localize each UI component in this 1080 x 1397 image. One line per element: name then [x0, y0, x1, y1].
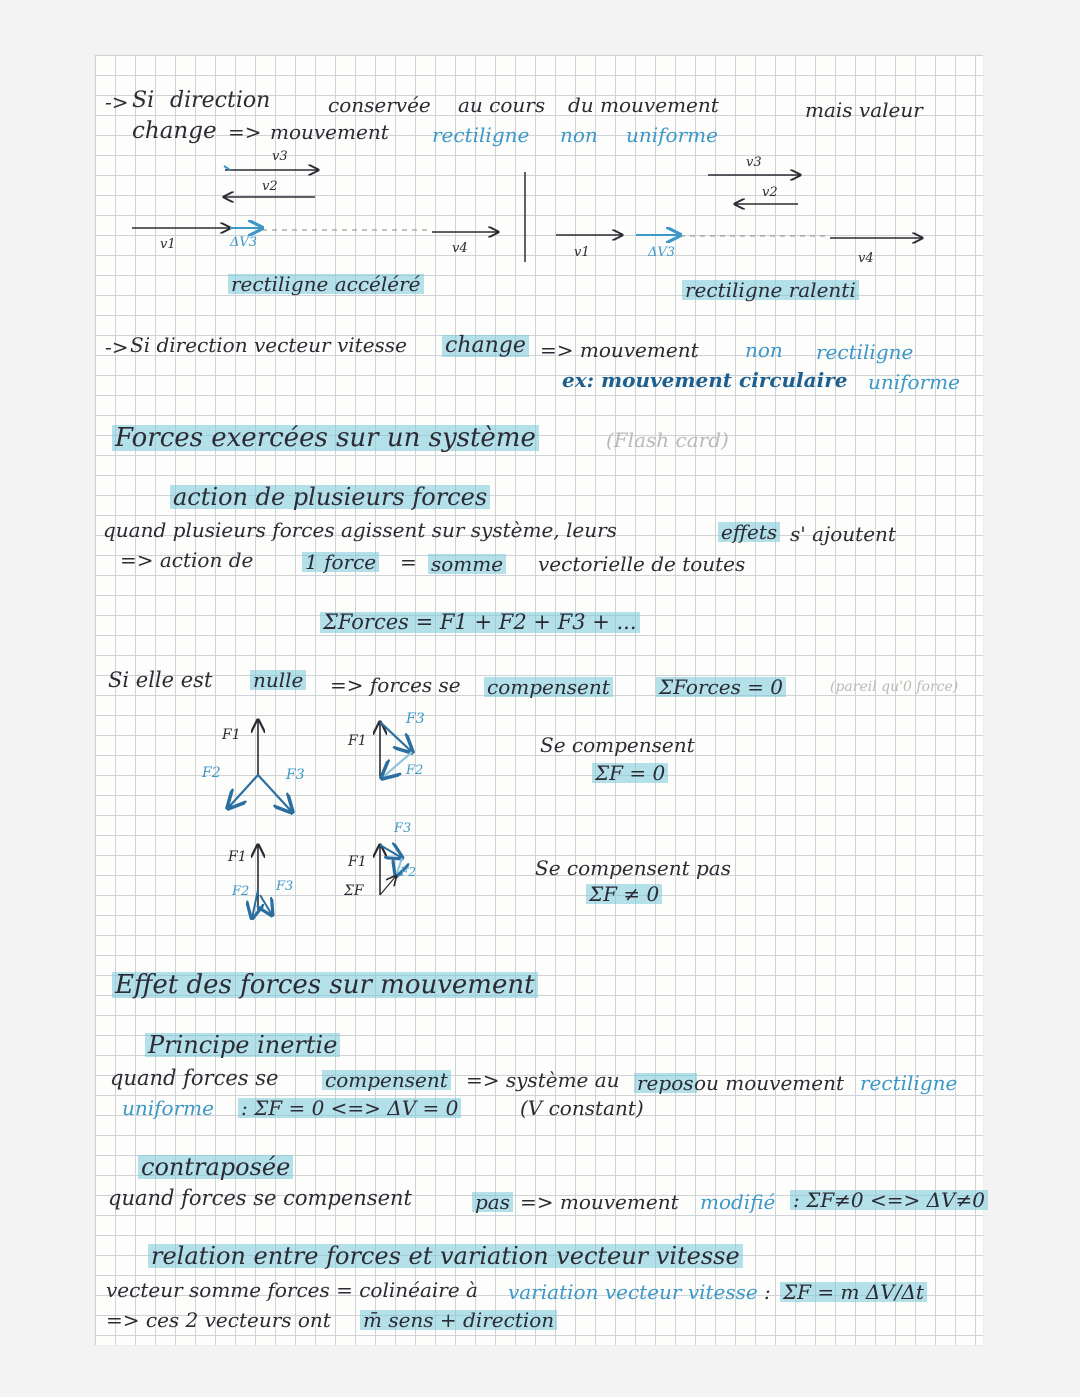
label-v1-left: v1 [160, 237, 176, 252]
label-f1-a: F1 [222, 727, 241, 743]
text-conservee: conservée [328, 93, 431, 117]
label-v1-right: v1 [574, 245, 590, 260]
nc-f2-vector [252, 890, 258, 918]
text-rectiligne-3: rectiligne [860, 1071, 958, 1095]
label-v4-right: v4 [858, 251, 874, 266]
text-uniforme-2: uniforme [868, 370, 960, 394]
label-f1-c: F1 [228, 849, 247, 865]
text-vecteur-somme: vecteur somme forces = colinéaire à [106, 1278, 478, 1302]
text-non-2: non [745, 338, 783, 362]
formula-contraposee: : ΣF≠0 <=> ΔV≠0 [790, 1190, 988, 1210]
implies-arrow: => [228, 120, 262, 144]
text-si-elle-est: Si elle est [108, 668, 213, 692]
label-f1-b: F1 [348, 733, 367, 749]
label-f2-a: F2 [202, 765, 221, 781]
subtitle-principe-inertie: Principe inertie [145, 1033, 340, 1057]
formula-sum-zero: ΣForces = 0 [656, 677, 786, 697]
text-du-mouvement: du mouvement [568, 93, 719, 117]
label-se-compensent: Se compensent [540, 733, 695, 757]
label-f3-c: F3 [276, 879, 294, 894]
nc-f3-vector [260, 895, 272, 915]
subtitle-plusieurs-forces: action de plusieurs forces [170, 485, 490, 509]
text-vectorielle: vectorielle de toutes [538, 552, 746, 576]
label-f2-c: F2 [232, 884, 250, 899]
text-quand-forces-pas: quand forces se compensent [108, 1186, 412, 1210]
caption-accelere: rectiligne accéléré [228, 274, 424, 294]
text-si: Si [132, 88, 155, 113]
text-ces-2-vecteurs: => ces 2 vecteurs ont [106, 1308, 331, 1332]
text-uniforme: uniforme [626, 123, 718, 147]
formula-inertie: : ΣF = 0 <=> ΔV = 0 [238, 1098, 461, 1118]
text-rectiligne-2: rectiligne [816, 340, 914, 364]
label-f1-d: F1 [348, 854, 367, 870]
formula-newton: ΣF = m ΔV/Δt [780, 1282, 927, 1302]
text-mais-valeur: mais valeur [805, 98, 923, 122]
label-f3-b: F3 [406, 711, 425, 727]
resultant-vector [380, 876, 396, 895]
label-v3-left: v3 [272, 149, 288, 164]
bullet-arrow: -> [105, 90, 129, 114]
text-mouvement: mouvement [270, 120, 389, 144]
text-direction: direction [170, 88, 271, 113]
text-non: non [560, 123, 598, 147]
text-nulle: nulle [250, 670, 306, 690]
label-v2-right: v2 [762, 185, 778, 200]
text-effets: effets [718, 522, 780, 542]
text-mouvement-3: => mouvement [520, 1190, 679, 1214]
text-meme-sens: m̄ sens + direction [360, 1310, 557, 1330]
f2-vector [228, 775, 258, 808]
text-ou-mouvement: ou mouvement [694, 1071, 845, 1095]
text-equals: = [400, 550, 417, 574]
flashcard-note: (Flash card) [606, 428, 729, 452]
text-compensent: compensent [484, 677, 613, 697]
label-sum-f: ΣF [344, 883, 364, 899]
text-s-ajoutent: s' ajoutent [790, 522, 896, 546]
label-f3-d: F3 [394, 821, 412, 836]
text-action-de: => action de [120, 548, 254, 572]
formula-comp: ΣF = 0 [592, 763, 668, 783]
text-modifie: modifié [700, 1190, 776, 1214]
text-change-2: change [442, 335, 529, 357]
text-colon: : [764, 1280, 771, 1304]
text-mouvement-2: => mouvement [540, 338, 699, 362]
text-somme: somme [428, 554, 506, 574]
text-uniforme-3: uniforme [122, 1096, 214, 1120]
label-f3-a: F3 [286, 767, 305, 783]
label-f2-b: F2 [406, 763, 424, 778]
text-forces-se: => forces se [330, 673, 461, 697]
text-pas: pas [472, 1192, 513, 1212]
label-se-compensent-pas: Se compensent pas [535, 856, 731, 880]
text-au-cours: au cours [458, 93, 546, 117]
section-title-forces: Forces exercées sur un système [112, 425, 539, 451]
text-v-constant: (V constant) [520, 1096, 644, 1120]
label-dv-right: ΔV3 [648, 245, 676, 260]
label-f2-d: F2 [400, 865, 416, 879]
text-repos: repos [634, 1073, 697, 1093]
text-1-force: 1 force [302, 552, 379, 572]
label-v4-left: v4 [452, 241, 468, 256]
text-compensent-2: compensent [322, 1070, 451, 1090]
text-example: ex: mouvement circulaire [562, 368, 848, 392]
text-para1-l1a: quand plusieurs forces agissent sur système, leurs [103, 518, 617, 542]
subtitle-relation: relation entre forces et variation vecteur vitesse [148, 1244, 743, 1268]
label-v2-left: v2 [262, 179, 278, 194]
text-variation-vecteur: variation vecteur vitesse [508, 1280, 758, 1304]
nc2-f3-vector [380, 845, 402, 858]
text-systeme-au: => système au [466, 1068, 620, 1092]
section-title-effet: Effet des forces sur mouvement [112, 972, 538, 998]
subtitle-contraposee: contraposée [138, 1155, 293, 1179]
bullet-arrow-2: -> [105, 335, 129, 359]
text-change: change [132, 118, 217, 144]
label-dv-left: ΔV3 [230, 235, 258, 250]
label-v3-right: v3 [746, 155, 762, 170]
formula-sum-forces: ΣForces = F1 + F2 + F3 + ... [320, 612, 640, 633]
caption-ralenti: rectiligne ralenti [682, 280, 859, 300]
text-rectiligne: rectiligne [432, 123, 530, 147]
text-si-direction: Si direction vecteur vitesse [130, 333, 407, 357]
note-pareil: (pareil qu'0 force) [830, 679, 959, 695]
formula-nocomp: ΣF ≠ 0 [586, 884, 662, 904]
text-quand-forces-se: quand forces se [110, 1066, 279, 1090]
